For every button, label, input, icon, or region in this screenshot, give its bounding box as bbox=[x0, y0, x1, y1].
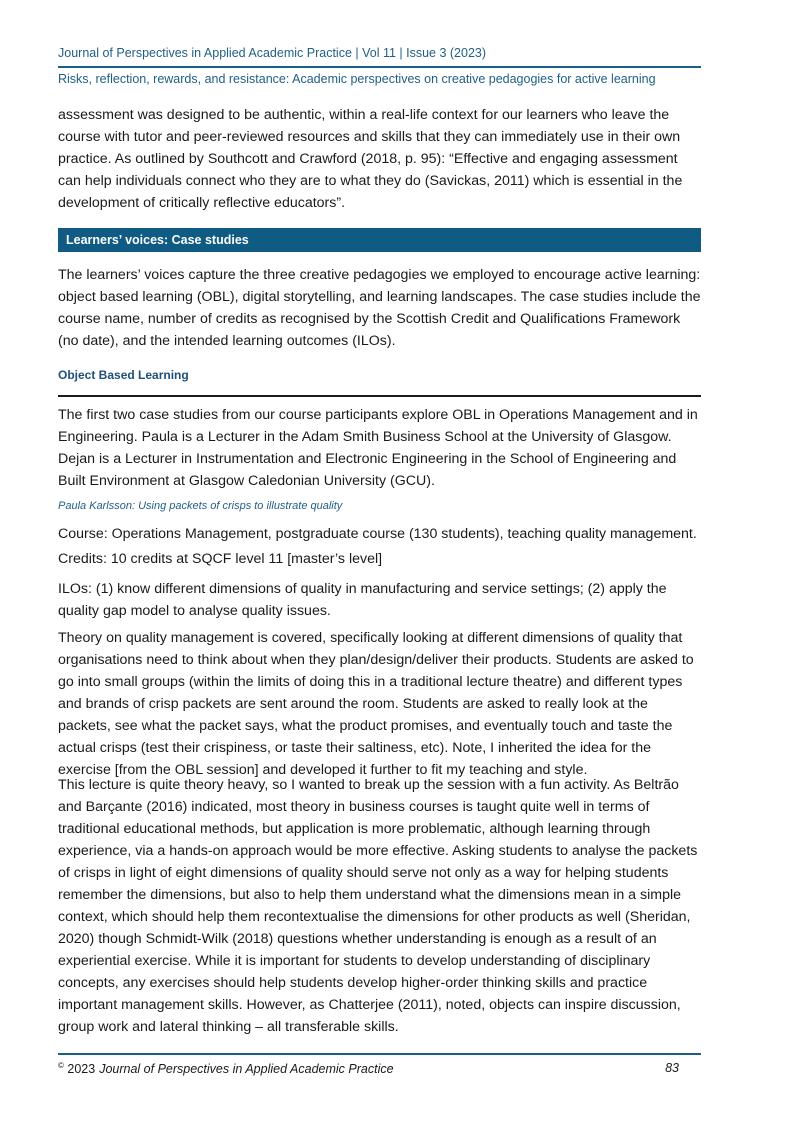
running-header-issue-title: Risks, reflection, rewards, and resistance: Academic perspectives on creative pedagogies for active learning bbox=[58, 72, 656, 86]
course-line: Course: Operations Management, postgraduate course (130 students), teaching quality management. bbox=[58, 526, 697, 542]
header-rule bbox=[58, 66, 701, 68]
paragraph-obl-intro: The first two case studies from our course participants explore OBL in Operations Management and in Engineering. Paula is a Lecturer in the Adam Smith Business School at the University of Glasgow. Dejan is a Lecturer in Instrumentation and Electronic Engineering in the School of Engineering and Built Environment at Glasgow Caledonian University (GCU). bbox=[58, 407, 698, 489]
footer-rule bbox=[58, 1053, 701, 1055]
page-number: 83 bbox=[665, 1061, 679, 1075]
paragraph-learners-voices: The learners’ voices capture the three creative pedagogies we employed to encourage active learning: object based learning (OBL), digital storytelling, and learning landscapes. The case studies include the course name, number of credits as recognised by the Scottish Credit and Qualifications Framework (no date), and the intended learning outcomes (ILOs). bbox=[58, 267, 701, 349]
footer-journal: Journal of Perspectives in Applied Academic Practice bbox=[99, 1062, 394, 1077]
ilos-paragraph: ILOs: (1) know different dimensions of quality in manufacturing and service settings; (2) apply the quality gap model to analyse quality issues. bbox=[58, 581, 667, 619]
paragraph-theory: Theory on quality management is covered, specifically looking at different dimensions of quality that organisations need to think about when they plan/design/deliver their products. Students are asked to go into small groups (within the limits of doing this in a traditional lecture theatre) and different types and brands of crisp packets are sent around the room. Students are asked to really look at the packets, see what the packet says, what the product promises, and eventually touch and taste the actual crisps (test their crispiness, or taste their saltiness, etc). Note, I inherited the idea for the exercise [from the OBL session] and developed it further to fit my teaching and style. bbox=[58, 630, 694, 778]
case-study-title: Paula Karlsson: Using packets of crisps to illustrate quality bbox=[58, 500, 343, 512]
subheading-obl: Object Based Learning bbox=[58, 368, 189, 382]
credits-line: Credits: 10 credits at SQCF level 11 [master’s level] bbox=[58, 551, 383, 567]
section-banner: Learners’ voices: Case studies bbox=[58, 228, 701, 252]
subheading-rule bbox=[58, 395, 701, 397]
footer bbox=[58, 1061, 701, 1076]
footer-copyright: © 2023 bbox=[58, 1061, 96, 1077]
paragraph-intro: assessment was designed to be authentic, within a real-life context for our learners who leave the course with tutor and peer-reviewed resources and skills that they can immediately use in their own practice. As outlined by Southcott and Crawford (2018, p. 95): “Effective and engaging assessment can help individuals connect who they are to what they do (Savickas, 2011) which is essential in the development of critically reflective educators”. bbox=[58, 107, 683, 211]
running-header-journal: Journal of Perspectives in Applied Academic Practice | Vol 11 | Issue 3 (2023) bbox=[58, 46, 487, 60]
paragraph-lecture: This lecture is quite theory heavy, so I wanted to break up the session with a fun activity. As Beltrão and Barçante (2016) indicated, most theory in business courses is taught quite well in terms of traditional educational methods, but application is more problematic, although learning through experience, via a hands-on approach would be more effective. Asking students to analyse the packets of crisps in light of eight dimensions of quality should serve not only as a way for helping students remember the dimensions, but also to help them understand what the dimensions mean in a simple context, which should help them recontextualise the dimensions for other products as well (Sheridan, 2020) though Schmidt-Wilk (2018) questions whether understanding is enough as a result of an experiential exercise. While it is important for students to develop understanding of disciplinary concepts, any exercises should help students develop higher-order thinking skills and practice important management skills. However, as Chatterjee (2011), noted, objects can inspire discussion, group work and lateral thinking – all transferable skills. bbox=[58, 777, 698, 1035]
